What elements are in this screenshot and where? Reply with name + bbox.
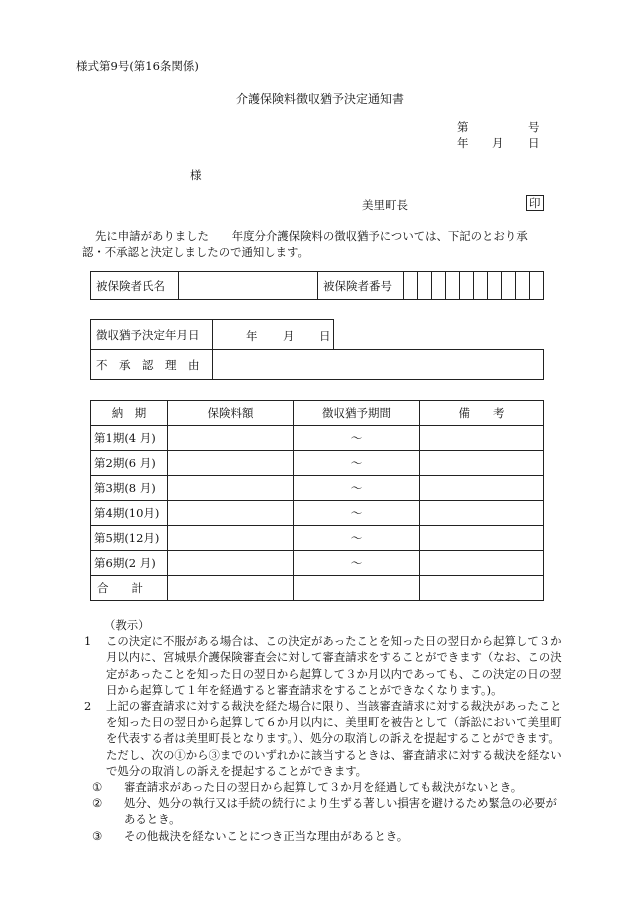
deferral-cell: ～ — [294, 426, 420, 451]
deferral-cell: ～ — [294, 526, 420, 551]
sub-instruction-item — [84, 795, 564, 827]
sub-instruction-item — [84, 828, 564, 844]
header-period: 納 期 — [91, 401, 168, 426]
insured-number-digit — [488, 272, 502, 300]
sub-instruction-number: ① — [92, 780, 103, 795]
decision-date-cell — [213, 320, 334, 350]
decision-date-day: 日 — [319, 329, 331, 343]
remarks-cell — [420, 551, 544, 576]
insured-name-cell — [179, 272, 318, 300]
insured-number-digit — [474, 272, 488, 300]
instruction-number: 1 — [84, 634, 92, 649]
addressee-suffix: 様 — [190, 168, 202, 182]
period-cell: 第3期(8 月) — [91, 476, 168, 501]
total-remarks-cell — [420, 576, 544, 601]
decision-date-year: 年 — [246, 329, 258, 343]
header-amount: 保険料額 — [168, 401, 294, 426]
date-year: 年 — [457, 136, 469, 150]
deferral-cell: ～ — [294, 551, 420, 576]
instruction-text: この決定に不服がある場合は、この決定があったことを知った日の翌日から起算して３か月以内に、宮城県介護保険審査会に対して審査請求をすることができます（なお、この決定があったことを知った日の翌日から起算して３か月以内であっても、この決定の日の翌日から起算して１年を経過すると審査請求をすることができなくなります。)。 — [106, 634, 562, 697]
sub-instruction-text: 処分、処分の執行又は手続の続行により生ずる著しい損害を避けるため緊急の必要があるとき。 — [124, 796, 557, 827]
total-label: 合 計 — [91, 576, 168, 601]
period-cell: 第2期(6 月) — [91, 451, 168, 476]
insured-number-digit — [446, 272, 460, 300]
sub-instruction-number: ③ — [92, 828, 103, 843]
schedule-table — [90, 400, 544, 601]
date-month: 月 — [492, 136, 504, 150]
insured-number-label: 被保険者番号 — [318, 272, 404, 300]
issuer: 美里町長 — [362, 198, 408, 212]
insured-number-digit — [516, 272, 530, 300]
instruction-text: 上記の審査請求に対する裁決を経た場合に限り、当該審査請求に対する裁決があったことを知った日の翌日から起算して６か月以内に、美里町を被告として（訴訟において美里町を代表する者は美里町長となります。）、処分の取消しの訴えを提起することができます。ただし、次の①から③までのいずれかに該当するときは、審査請求に対する裁決を経ないで処分の取消しの訴えを提起することができます。 — [106, 699, 562, 778]
instructions-heading: （教示） — [104, 618, 150, 632]
insured-name-label: 被保険者氏名 — [91, 272, 179, 300]
remarks-cell — [420, 476, 544, 501]
doc-number-prefix: 第 — [457, 120, 469, 134]
seal-mark: 印 — [526, 195, 544, 211]
insured-table — [90, 271, 544, 300]
remarks-cell — [420, 501, 544, 526]
insured-number-digit — [432, 272, 446, 300]
remarks-cell — [420, 426, 544, 451]
insured-number-digit — [460, 272, 474, 300]
decision-date-label: 徴収猶予決定年月日 — [91, 320, 213, 350]
amount-cell — [168, 451, 294, 476]
period-cell: 第4期(10月) — [91, 501, 168, 526]
sub-instruction-text: 審査請求があった日の翌日から起算して３か月を経過しても裁決がないとき。 — [124, 780, 523, 795]
document-title: 介護保険料徴収猶予決定通知書 — [236, 92, 405, 106]
insured-number-digit — [418, 272, 432, 300]
date-day: 日 — [528, 136, 540, 150]
amount-cell — [168, 526, 294, 551]
decision-date-month: 月 — [283, 329, 295, 343]
period-cell: 第6期(2 月) — [91, 551, 168, 576]
body-line-2: 認・不承認と決定しましたので通知します。 — [82, 245, 309, 259]
sub-instruction-number: ② — [92, 796, 103, 811]
insured-number-digit — [502, 272, 516, 300]
period-cell: 第1期(4 月) — [91, 426, 168, 451]
rejection-reason-label: 不 承 認 理 由 — [91, 350, 213, 380]
deferral-cell: ～ — [294, 501, 420, 526]
header-remarks: 備 考 — [420, 401, 544, 426]
insured-number-digit — [404, 272, 418, 300]
decision-table — [90, 319, 544, 380]
remarks-cell — [420, 526, 544, 551]
doc-number-suffix: 号 — [528, 120, 540, 134]
decision-spacer — [334, 320, 544, 350]
deferral-cell: ～ — [294, 451, 420, 476]
insured-number-digit — [530, 272, 544, 300]
total-deferral-cell — [294, 576, 420, 601]
header-deferral: 徴収猶予期間 — [294, 401, 420, 426]
total-amount-cell — [168, 576, 294, 601]
instruction-item — [84, 633, 564, 698]
instruction-item — [84, 698, 564, 779]
remarks-cell — [420, 451, 544, 476]
instructions — [84, 617, 564, 844]
instruction-number: 2 — [84, 699, 92, 714]
amount-cell — [168, 501, 294, 526]
amount-cell — [168, 476, 294, 501]
sub-instruction-text: その他裁決を経ないことにつき正当な理由があるとき。 — [124, 828, 409, 843]
amount-cell — [168, 426, 294, 451]
rejection-reason-cell — [213, 350, 544, 380]
deferral-cell: ～ — [294, 476, 420, 501]
period-cell: 第5期(12月) — [91, 526, 168, 551]
form-number: 様式第9号(第16条関係) — [76, 59, 199, 73]
body-line-1: 先に申請がありました 年度分介護保険料の徴収猶予については、下記のとおり承 — [95, 229, 528, 243]
sub-instruction-item — [84, 779, 564, 795]
amount-cell — [168, 551, 294, 576]
